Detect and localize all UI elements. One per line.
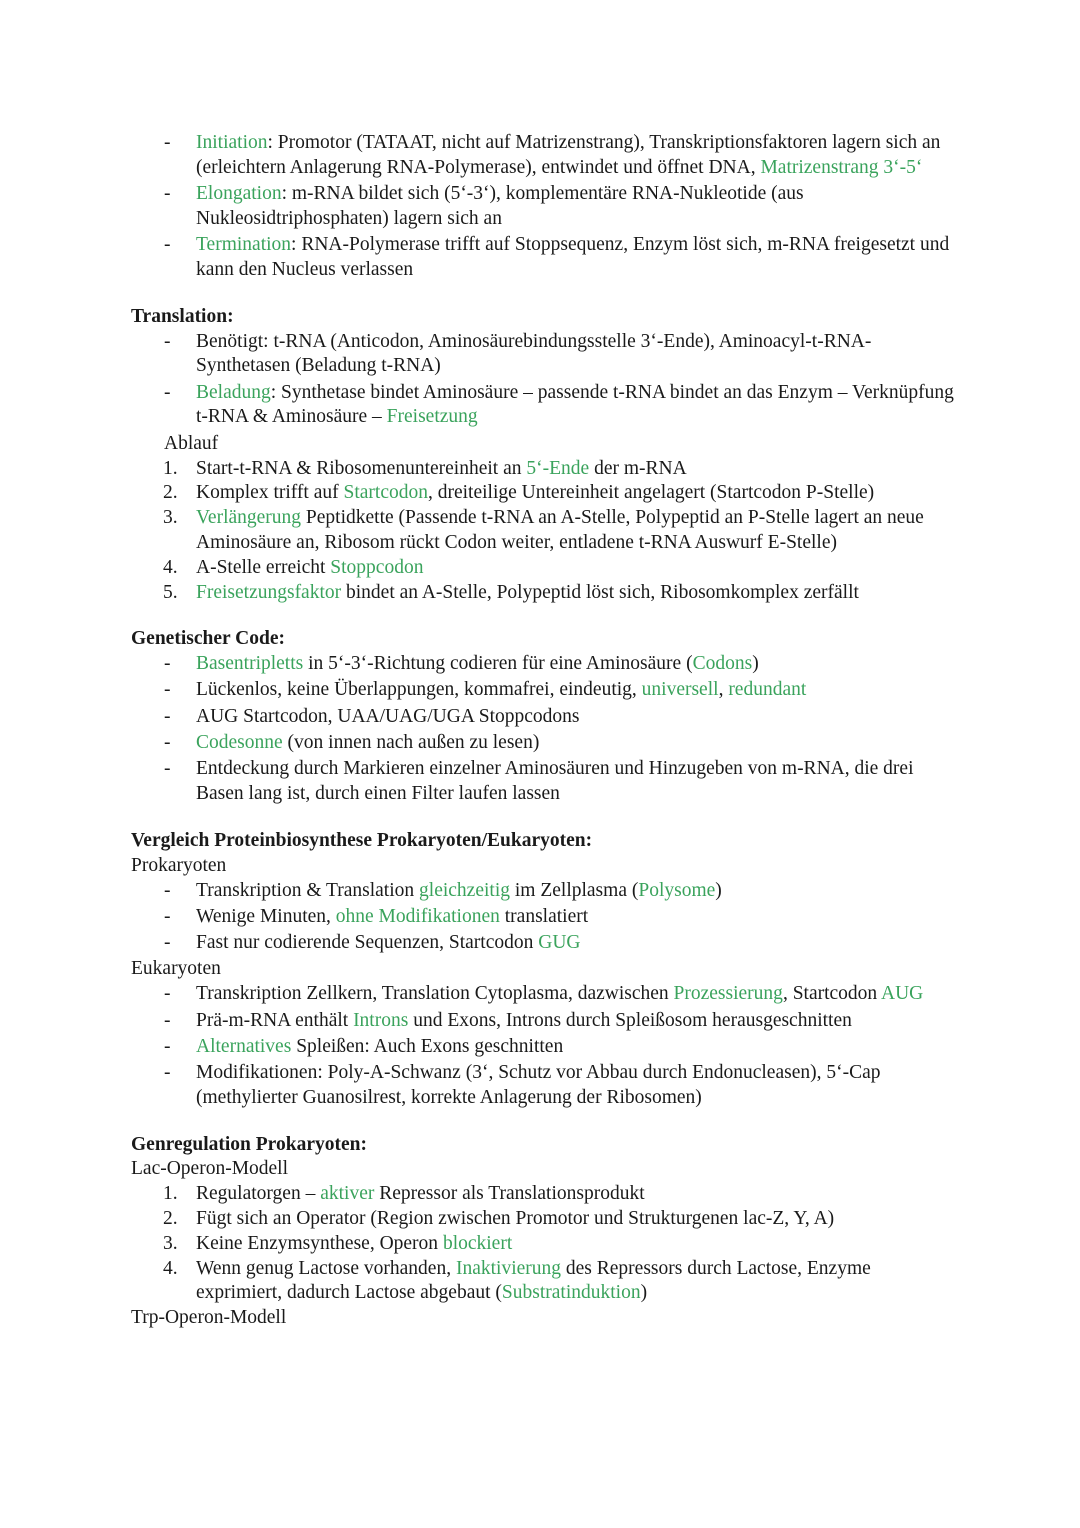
item-text: Repressor als Translationsprodukt xyxy=(374,1183,645,1205)
highlighted-term: Matrizenstrang 3‘-5‘ xyxy=(760,156,923,178)
item-text: Peptidkette (Passende t-RNA an A-Stelle, Polypeptid an P-Stelle lagert an neue Aminosäure an, Ribosom rückt Codon weiter, entladene t-RNA Auswurf E-Stelle) xyxy=(196,507,924,553)
step-number: 3. xyxy=(163,1232,178,1254)
item-text: Keine Enzymsynthese, Operon xyxy=(196,1232,443,1254)
item-text: AUG Startcodon, UAA/UAG/UGA Stoppcodons xyxy=(196,705,580,727)
item-text: der m-RNA xyxy=(589,457,687,479)
item-text: , dreiteilige Untereinheit angelagert (Startcodon P-Stelle) xyxy=(427,482,875,504)
gene-regulation-heading: Genregulation Prokaryoten: xyxy=(131,1133,367,1155)
transcription-list xyxy=(131,131,961,283)
list-item xyxy=(131,731,961,756)
highlighted-term: Verlängerung xyxy=(196,507,302,529)
highlighted-term: Freisetzungsfaktor xyxy=(196,581,342,603)
item-text: Fügt sich an Operator (Region zwischen Promotor und Strukturgenen lac-Z, Y, A) xyxy=(196,1208,835,1230)
highlighted-term: Substratinduktion xyxy=(501,1282,641,1304)
list-item xyxy=(131,233,961,283)
highlighted-term: Alternatives xyxy=(196,1035,292,1057)
item-text: Entdeckung durch Markieren einzelner Aminosäuren und Hinzugeben von m-RNA, die drei Basen lang ist, durch einen Filter laufen lassen xyxy=(196,758,914,805)
translation-list xyxy=(131,330,961,431)
item-text: Transkription Zellkern, Translation Cytoplasma, dazwischen xyxy=(196,983,674,1005)
list-item xyxy=(131,381,961,431)
item-text: : m-RNA bildet sich (5‘-3‘), komplementäre RNA-Nukleotide (aus Nukleosidtriphosphaten) lagern sich an xyxy=(196,183,804,229)
list-item xyxy=(131,1232,961,1257)
lac-operon-label: Lac-Operon-Modell xyxy=(131,1158,289,1180)
list-item xyxy=(131,131,961,181)
list-item xyxy=(131,1257,961,1307)
item-text: ) xyxy=(640,1282,648,1304)
list-item xyxy=(131,678,961,703)
genetic-code-list xyxy=(131,652,961,807)
highlighted-term: Stoppcodon xyxy=(330,556,424,578)
list-item xyxy=(131,182,961,232)
item-text: (von innen nach außen zu lesen) xyxy=(282,732,540,754)
item-text: Start-t-RNA & Ribosomenuntereinheit an xyxy=(196,457,527,479)
highlighted-term: Codons xyxy=(692,653,753,675)
item-text: im Zellplasma ( xyxy=(510,879,639,901)
item-text: Transkription & Translation xyxy=(196,879,420,901)
prokaryotes-label: Prokaryoten xyxy=(131,854,227,876)
list-item xyxy=(131,1182,961,1207)
highlighted-term: aktiver xyxy=(320,1183,375,1205)
highlighted-term: Startcodon xyxy=(343,482,428,504)
list-item xyxy=(131,705,961,730)
item-text: in 5‘-3‘-Richtung codieren für eine Aminosäure ( xyxy=(303,653,693,675)
list-item xyxy=(131,1035,961,1060)
step-number: 1. xyxy=(163,1183,178,1205)
highlighted-term: Codesonne xyxy=(196,732,283,754)
list-item xyxy=(131,905,961,930)
highlighted-term: universell xyxy=(641,679,719,701)
item-text: : Promotor (TATAAT, nicht auf Matrizenstrang), Transkriptionsfaktoren lagern sich an (erleichtern Anlagerung RNA-Polymerase), entwindet und öffnet DNA, xyxy=(196,132,941,178)
list-item xyxy=(131,1009,961,1034)
eukaryotes-label: Eukaryoten xyxy=(131,958,221,980)
highlighted-term: Introns xyxy=(353,1009,409,1031)
lac-operon-steps xyxy=(131,1182,961,1306)
step-number: 5. xyxy=(163,581,178,603)
step-number: 2. xyxy=(163,1208,178,1230)
trp-operon-label: Trp-Operon-Modell xyxy=(131,1307,287,1329)
highlighted-term: Polysome xyxy=(638,879,716,901)
highlighted-term: GUG xyxy=(538,932,581,954)
list-item xyxy=(131,330,961,380)
prokaryotes-list xyxy=(131,879,961,956)
list-item xyxy=(131,457,961,482)
item-text: Lückenlos, keine Überlappungen, kommafrei, eindeutig, xyxy=(196,679,642,701)
list-item xyxy=(131,879,961,904)
list-item xyxy=(131,931,961,956)
highlighted-term: Prozessierung xyxy=(673,983,783,1005)
item-text: bindet an A-Stelle, Polypeptid löst sich, Ribosomkomplex zerfällt xyxy=(341,581,859,603)
highlighted-term: Inaktivierung xyxy=(455,1257,562,1279)
list-item xyxy=(131,1207,961,1232)
document-body xyxy=(131,131,961,1331)
item-text: Modifikationen: Poly-A-Schwanz (3‘, Schutz vor Abbau durch Endonucleasen), 5‘-Cap (methylierter Guanosilrest, korrekte Anlagerung der Ribosomen) xyxy=(196,1062,881,1108)
item-text: Regulatorgen – xyxy=(196,1183,321,1205)
eukaryotes-list xyxy=(131,982,961,1110)
highlighted-term: gleichzeitig xyxy=(419,879,510,901)
list-item xyxy=(131,506,961,556)
item-text: A-Stelle erreicht xyxy=(196,556,331,578)
highlighted-term: Freisetzung xyxy=(386,406,478,428)
item-text: Wenige Minuten, xyxy=(196,905,336,927)
step-number: 4. xyxy=(163,1257,178,1279)
item-text: ) xyxy=(752,653,759,675)
item-text: translatiert xyxy=(499,905,589,927)
highlighted-term: blockiert xyxy=(442,1232,513,1254)
item-text: Wenn genug Lactose vorhanden, xyxy=(196,1257,456,1279)
list-item xyxy=(131,1061,961,1111)
highlighted-term: 5‘-Ende xyxy=(526,457,590,479)
highlighted-term: Initiation xyxy=(196,132,268,153)
list-item xyxy=(131,556,961,581)
highlighted-term: Termination xyxy=(196,234,292,256)
item-text: Benötigt: t-RNA (Anticodon, Aminosäurebindungsstelle 3‘-Ende), Aminoacyl-t-RNA-Synthetasen (Beladung t-RNA) xyxy=(196,330,872,377)
list-item xyxy=(131,982,961,1007)
list-item xyxy=(131,757,961,807)
item-text: , xyxy=(718,679,729,701)
step-number: 2. xyxy=(163,482,178,504)
highlighted-term: Beladung xyxy=(196,381,271,403)
translation-heading: Translation: xyxy=(131,305,234,327)
highlighted-term: Basentripletts xyxy=(196,653,304,675)
item-text: Spleißen: Auch Exons geschnitten xyxy=(291,1035,564,1057)
item-text: und Exons, Introns durch Spleißosom herausgeschnitten xyxy=(408,1009,852,1031)
ablauf-label: Ablauf xyxy=(164,432,219,454)
highlighted-term: Elongation xyxy=(196,183,282,205)
step-number: 3. xyxy=(163,507,178,529)
list-item xyxy=(131,652,961,677)
step-number: 4. xyxy=(163,556,178,578)
comparison-heading: Vergleich Proteinbiosynthese Prokaryoten/Eukaryoten: xyxy=(131,829,593,851)
list-item xyxy=(131,581,961,606)
highlighted-term: AUG xyxy=(880,983,924,1005)
genetic-code-heading: Genetischer Code: xyxy=(131,628,285,650)
list-item xyxy=(131,481,961,506)
item-text: : Synthetase bindet Aminosäure – passende t-RNA bindet an das Enzym – Verknüpfung t-RNA & Aminosäure – xyxy=(196,381,954,428)
item-text: Prä-m-RNA enthält xyxy=(196,1009,354,1031)
highlighted-term: ohne Modifikationen xyxy=(335,905,500,927)
item-text: ) xyxy=(715,879,722,901)
step-number: 1. xyxy=(163,457,178,479)
item-text: Komplex trifft auf xyxy=(196,482,344,504)
item-text: : RNA-Polymerase trifft auf Stoppsequenz, Enzym löst sich, m-RNA freigesetzt und kann den Nucleus verlassen xyxy=(196,234,950,280)
item-text: des Repressors durch Lactose, Enzyme exprimiert, dadurch Lactose abgebaut ( xyxy=(196,1257,871,1304)
translation-steps xyxy=(131,457,961,606)
item-text: Fast nur codierende Sequenzen, Startcodon xyxy=(196,932,539,954)
highlighted-term: redundant xyxy=(728,679,807,701)
item-text: , Startcodon xyxy=(782,983,881,1005)
